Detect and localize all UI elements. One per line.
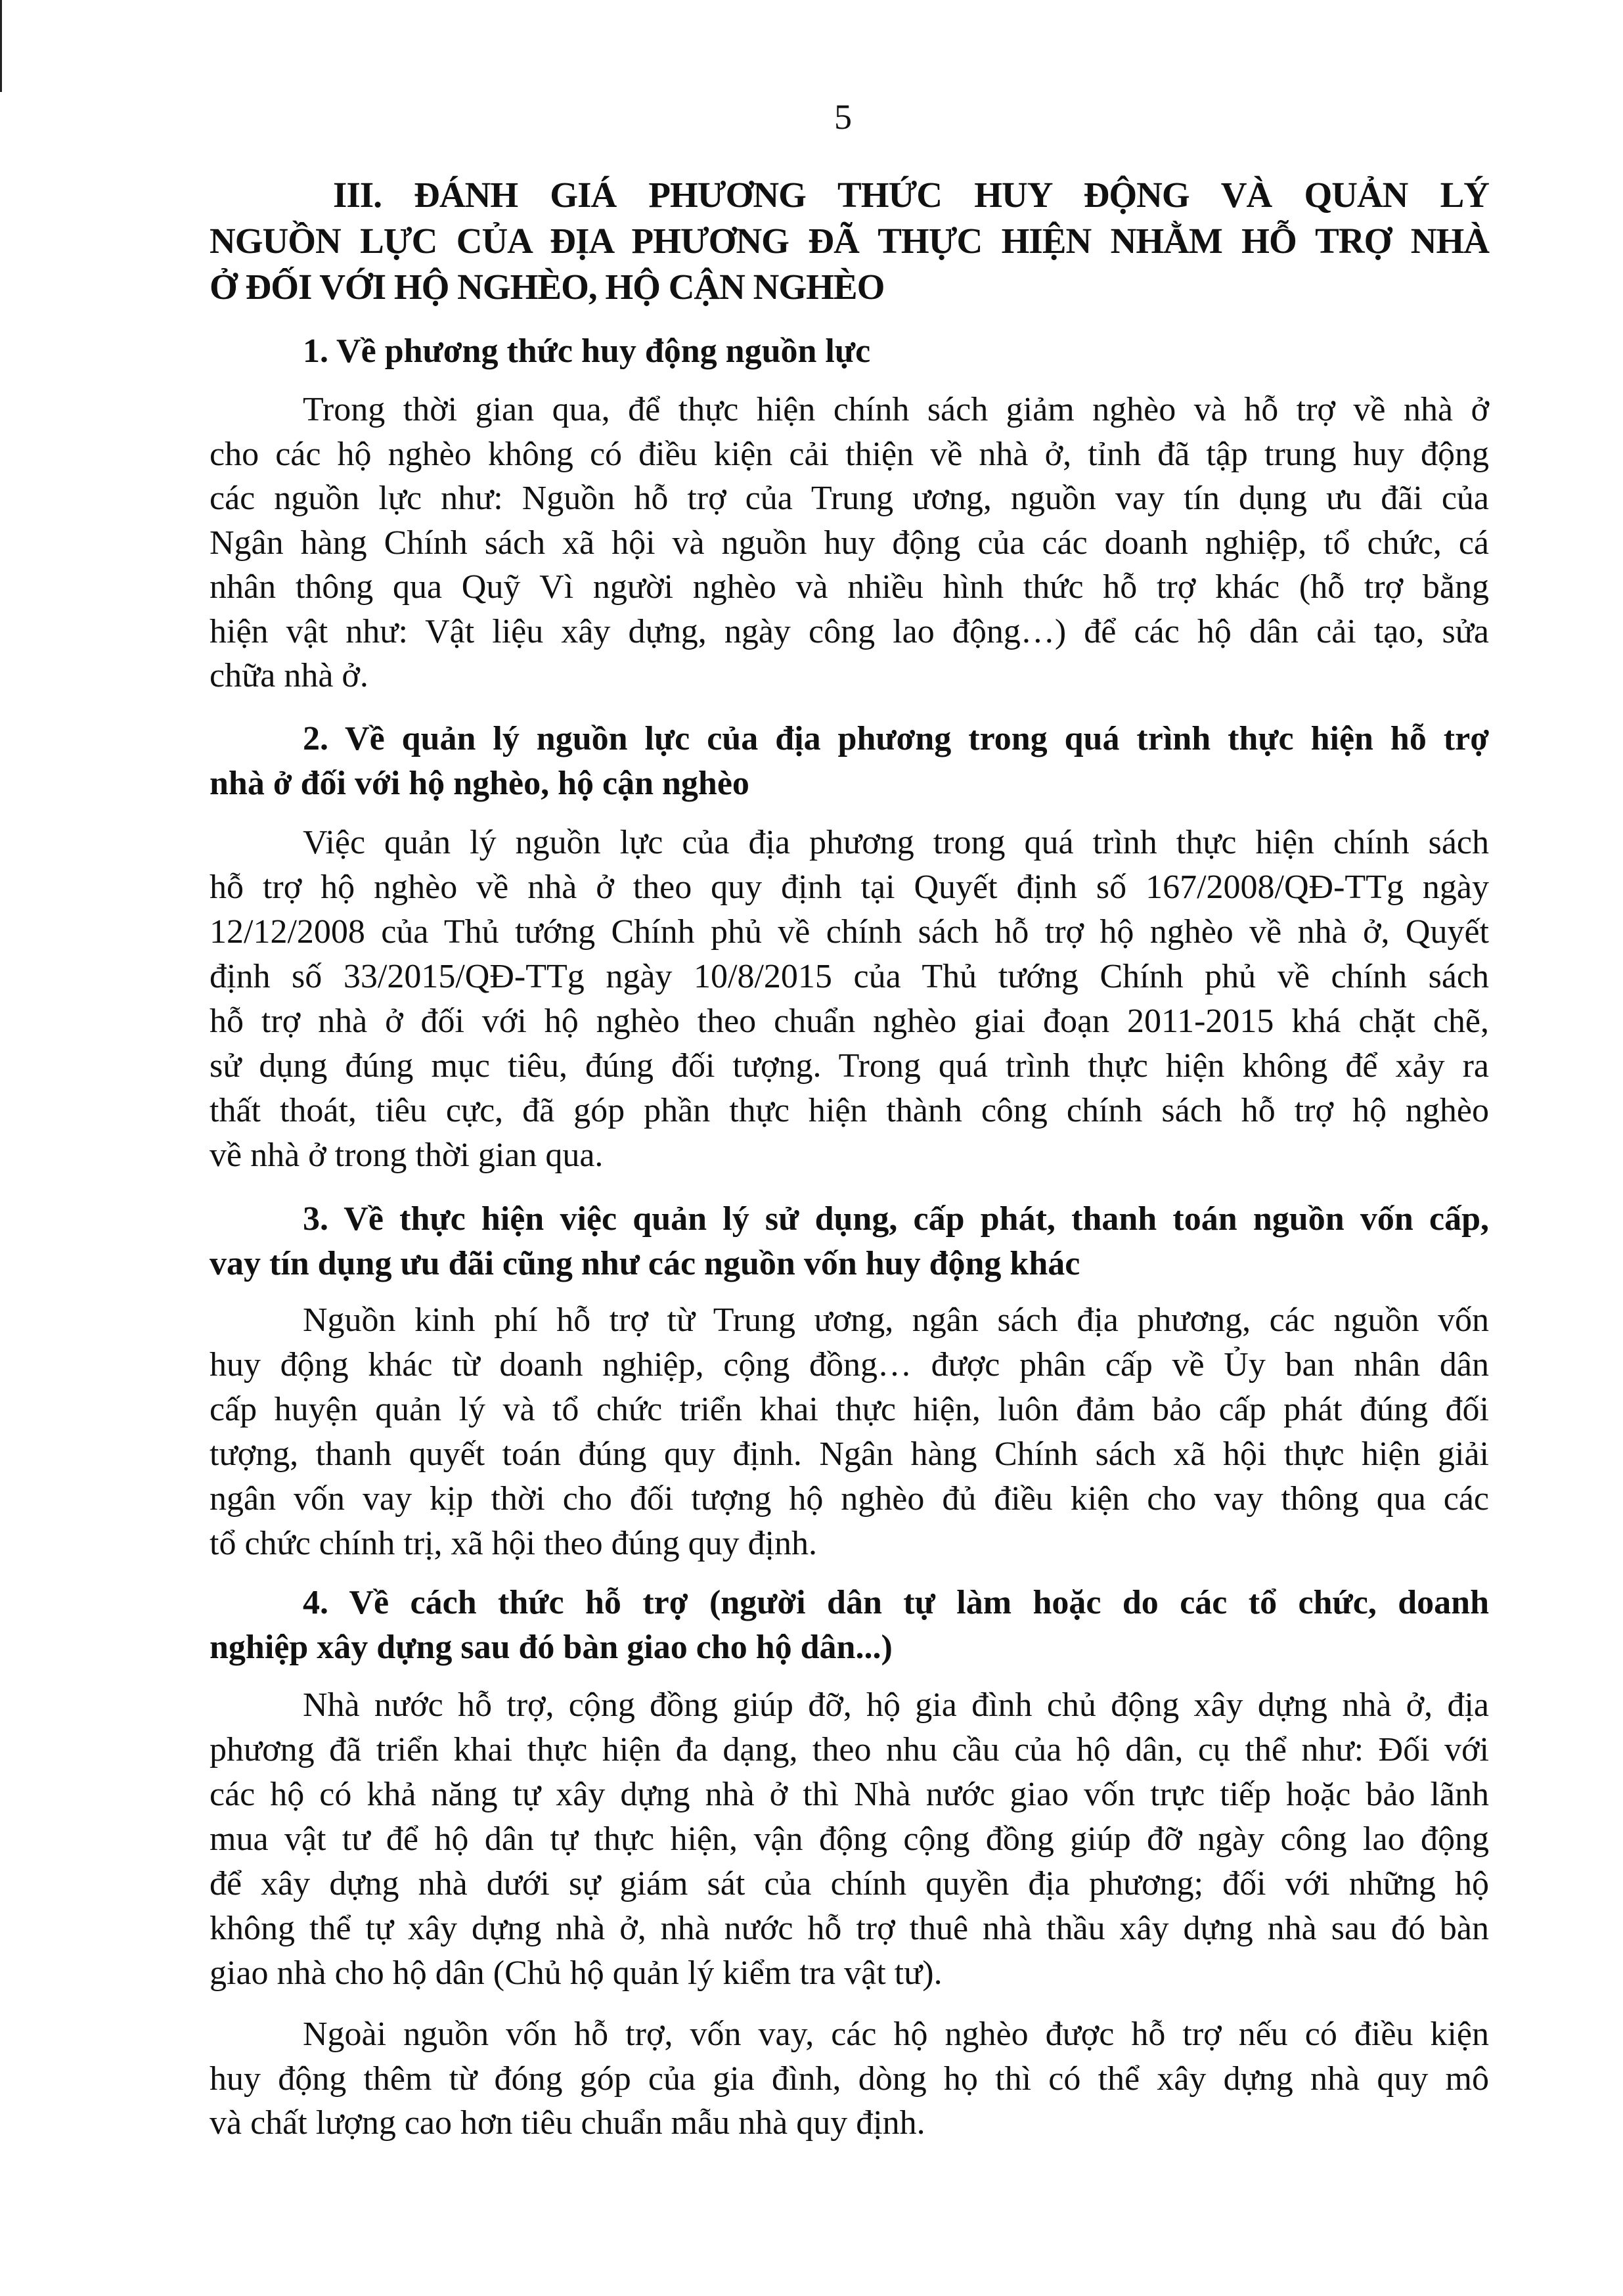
text-line: nhà ở đối với hộ nghèo, hộ cận nghèo (210, 764, 749, 802)
text-line: ngân vốn vay kịp thời cho đối tượng hộ nghèo đủ điều kiện cho vay thông qua các (210, 1480, 1489, 1518)
text-line: 4. Về cách thức hỗ trợ (người dân tự làm hoặc do các tổ chức, doanh (303, 1584, 1489, 1621)
text-line: Ở ĐỐI VỚI HỘ NGHÈO, HỘ CẬN NGHÈO (210, 267, 885, 307)
text-line: Việc quản lý nguồn lực của địa phương trong quá trình thực hiện chính sách (303, 824, 1489, 861)
text-line: Nguồn kinh phí hỗ trợ từ Trung ương, ngân sách địa phương, các nguồn vốn (303, 1301, 1489, 1339)
heading-3 (210, 1197, 1489, 1286)
text-line: các hộ có khả năng tự xây dựng nhà ở thì Nhà nước giao vốn trực tiếp hoặc bảo lãnh (210, 1776, 1489, 1813)
page-number: 5 (834, 97, 852, 137)
paragraph-3 (210, 1298, 1489, 1566)
text-line: thất thoát, tiêu cực, đã góp phần thực hiện thành công chính sách hỗ trợ hộ nghèo (210, 1092, 1489, 1129)
text-line: NGUỒN LỰC CỦA ĐỊA PHƯƠNG ĐÃ THỰC HIỆN NHẰM HỖ TRỢ NHÀ (210, 221, 1489, 261)
text-line: cho các hộ nghèo không có điều kiện cải thiện về nhà ở, tỉnh đã tập trung huy động (210, 435, 1489, 473)
scan-edge (0, 0, 2, 92)
paragraph-2 (210, 821, 1489, 1178)
section-title (210, 172, 1489, 310)
heading-1 (210, 329, 1489, 374)
text-line: không thể tự xây dựng nhà ở, nhà nước hỗ trợ thuê nhà thầu xây dựng nhà sau đó bàn (210, 1910, 1489, 1947)
text-line: nhân thông qua Quỹ Vì người nghèo và nhiều hình thức hỗ trợ khác (hỗ trợ bằng (210, 568, 1489, 606)
text-line: định số 33/2015/QĐ-TTg ngày 10/8/2015 của Thủ tướng Chính phủ về chính sách (210, 958, 1489, 995)
text-line: huy động thêm từ đóng góp của gia đình, dòng họ thì có thể xây dựng nhà quy mô (210, 2060, 1489, 2098)
text-line: 2. Về quản lý nguồn lực của địa phương trong quá trình thực hiện hỗ trợ (303, 720, 1489, 757)
text-line: cấp huyện quản lý và tổ chức triển khai thực hiện, luôn đảm bảo cấp phát đúng đối (210, 1391, 1489, 1428)
text-line: mua vật tư để hộ dân tự thực hiện, vận động cộng đồng giúp đỡ ngày công lao động (210, 1820, 1489, 1858)
text-line: huy động khác từ doanh nghiệp, cộng đồng… được phân cấp về Ủy ban nhân dân (210, 1346, 1489, 1384)
paragraph-5 (210, 2012, 1489, 2146)
text-line: giao nhà cho hộ dân (Chủ hộ quản lý kiểm tra vật tư). (210, 1954, 943, 1992)
text-line: sử dụng đúng mục tiêu, đúng đối tượng. Trong quá trình thực hiện không để xảy ra (210, 1047, 1489, 1085)
text-line: nghiệp xây dựng sau đó bàn giao cho hộ dân...) (210, 1628, 893, 1666)
text-line: tổ chức chính trị, xã hội theo đúng quy định. (210, 1525, 818, 1562)
text-line: hiện vật như: Vật liệu xây dựng, ngày công lao động…) để các hộ dân cải tạo, sửa (210, 612, 1489, 650)
text-line: Trong thời gian qua, để thực hiện chính sách giảm nghèo và hỗ trợ về nhà ở (303, 391, 1489, 428)
paragraph-1 (210, 388, 1489, 698)
paragraph-4 (210, 1683, 1489, 1996)
text-line: chữa nhà ở. (210, 657, 368, 694)
text-line: Nhà nước hỗ trợ, cộng đồng giúp đỡ, hộ gia đình chủ động xây dựng nhà ở, địa (303, 1686, 1489, 1724)
text-line: các nguồn lực như: Nguồn hỗ trợ của Trung ương, nguồn vay tín dụng ưu đãi của (210, 480, 1489, 517)
text-line: hỗ trợ hộ nghèo về nhà ở theo quy định tại Quyết định số 167/2008/QĐ-TTg ngày (210, 868, 1489, 906)
text-line: 3. Về thực hiện việc quản lý sử dụng, cấp phát, thanh toán nguồn vốn cấp, (303, 1200, 1489, 1238)
text-line: Ngân hàng Chính sách xã hội và nguồn huy động của các doanh nghiệp, tổ chức, cá (210, 524, 1489, 562)
heading-2 (210, 717, 1489, 805)
text-line: về nhà ở trong thời gian qua. (210, 1137, 604, 1174)
text-line: III. ĐÁNH GIÁ PHƯƠNG THỨC HUY ĐỘNG VÀ QUẢN LÝ (333, 175, 1489, 215)
heading-4 (210, 1581, 1489, 1669)
text-line: và chất lượng cao hơn tiêu chuẩn mẫu nhà quy định. (210, 2104, 925, 2142)
text-line: vay tín dụng ưu đãi cũng như các nguồn vốn huy động khác (210, 1244, 1080, 1282)
text-line: để xây dựng nhà dưới sự giám sát của chính quyền địa phương; đối với những hộ (210, 1865, 1489, 1902)
text-line: hỗ trợ nhà ở đối với hộ nghèo theo chuẩn nghèo giai đoạn 2011-2015 khá chặt chẽ, (210, 1002, 1489, 1040)
text-line: phương đã triển khai thực hiện đa dạng, theo nhu cầu của hộ dân, cụ thể như: Đối với (210, 1731, 1489, 1768)
text-line: tượng, thanh quyết toán đúng quy định. Ngân hàng Chính sách xã hội thực hiện giải (210, 1435, 1489, 1473)
text-line: 1. Về phương thức huy động nguồn lực (303, 332, 871, 370)
text-line: Ngoài nguồn vốn hỗ trợ, vốn vay, các hộ nghèo được hỗ trợ nếu có điều kiện (303, 2015, 1489, 2053)
text-line: 12/12/2008 của Thủ tướng Chính phủ về chính sách hỗ trợ hộ nghèo về nhà ở, Quyết (210, 913, 1489, 951)
